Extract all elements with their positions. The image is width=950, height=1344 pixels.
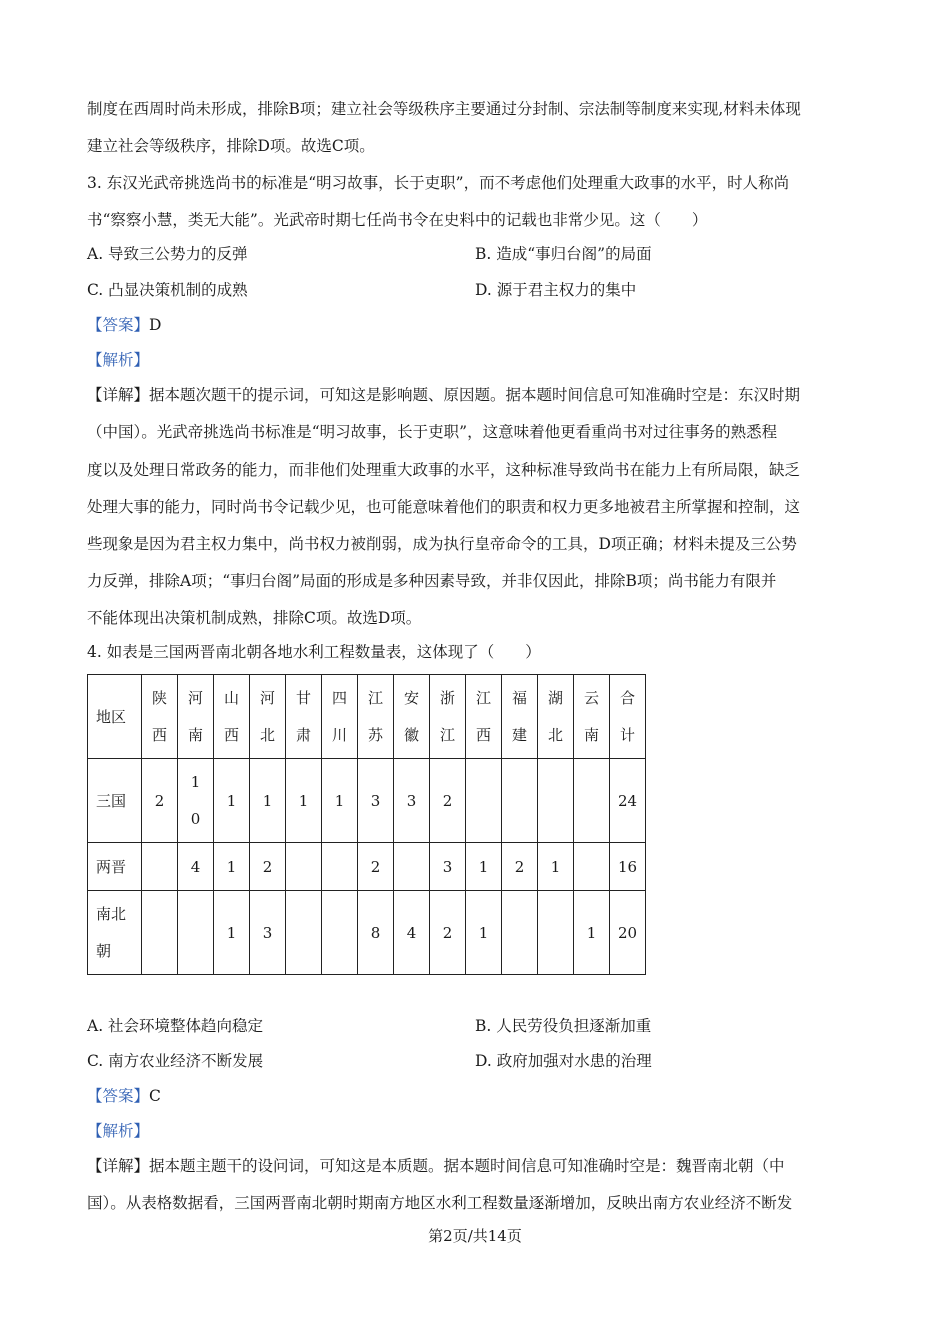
table-cell bbox=[322, 891, 358, 975]
column-header: 河南 bbox=[188, 688, 204, 744]
q3-option-b: B. 造成“事归台阁”的局面 bbox=[475, 245, 652, 263]
q4-detail-line-1: 【详解】据本题主题干的设问词，可知这是本质题。据本题时间信息可知准确时空是：魏晋南北朝（中 bbox=[87, 1157, 785, 1175]
table-cell bbox=[538, 891, 574, 975]
table-cell: 1 bbox=[214, 843, 250, 891]
table-cell: 8 bbox=[358, 891, 394, 975]
q4-detail-line-2: 国）。从表格数据看，三国两晋南北朝时期南方地区水利工程数量逐渐增加，反映出南方农业经济不断发 bbox=[87, 1194, 793, 1212]
table-cell: 24 bbox=[610, 759, 646, 843]
q4-option-d: D. 政府加强对水患的治理 bbox=[475, 1052, 652, 1070]
column-header: 河北 bbox=[260, 688, 276, 744]
table-row bbox=[88, 891, 646, 975]
table-cell bbox=[538, 759, 574, 843]
table-cell: 20 bbox=[610, 891, 646, 975]
table-cell bbox=[178, 891, 214, 975]
table-row bbox=[88, 843, 646, 891]
table-cell: 3 bbox=[394, 759, 430, 843]
q4-answer bbox=[87, 1085, 161, 1107]
table-cell: 2 bbox=[358, 843, 394, 891]
answer-value: C bbox=[149, 1087, 161, 1105]
water-projects-table bbox=[87, 674, 646, 975]
table-cell: 1 bbox=[538, 843, 574, 891]
column-header: 福建 bbox=[512, 688, 528, 744]
table-cell: 1 bbox=[466, 843, 502, 891]
q4-option-a: A. 社会环境整体趋向稳定 bbox=[87, 1017, 264, 1035]
detail-label: 【详解】 bbox=[87, 386, 150, 404]
prev-para-line-1: 制度在西周时尚未形成，排除B项；建立社会等级秩序主要通过分封制、宗法制等制度来实现,材料未体现 bbox=[87, 100, 801, 118]
table-cell bbox=[286, 891, 322, 975]
table-cell: 2 bbox=[250, 843, 286, 891]
row-label: 两晋 bbox=[88, 843, 142, 891]
column-header: 山西 bbox=[224, 688, 240, 744]
q3-answer bbox=[87, 314, 161, 336]
table-cell: 2 bbox=[430, 759, 466, 843]
page-footer: 第2页/共14页 bbox=[428, 1227, 522, 1245]
table-cell: 1 bbox=[214, 891, 250, 975]
table-row bbox=[88, 759, 646, 843]
column-header: 浙江 bbox=[440, 688, 456, 744]
table-cell: 16 bbox=[610, 843, 646, 891]
table-cell bbox=[142, 843, 178, 891]
table-cell: 2 bbox=[142, 759, 178, 843]
q3-detail-line-6: 力反弹，排除A项；“事归台阁”局面的形成是多种因素导致，并非仅因此，排除B项；尚书能力有限并 bbox=[87, 572, 777, 590]
q3-stem-line-1: 3. 东汉光武帝挑选尚书的标准是“明习故事，长于吏职”，而不考虑他们处理重大政事的水平，时人称尚 bbox=[87, 174, 790, 192]
q3-detail-line-1: 【详解】据本题次题干的提示词，可知这是影响题、原因题。据本题时间信息可知准确时空是：东汉时期 bbox=[87, 386, 801, 404]
table-cell bbox=[142, 891, 178, 975]
column-header: 云南 bbox=[584, 688, 600, 744]
table-cell: 1 bbox=[214, 759, 250, 843]
q3-option-d: D. 源于君主权力的集中 bbox=[475, 281, 637, 299]
q4-stem: 4. 如表是三国两晋南北朝各地水利工程数量表，这体现了（ ） bbox=[87, 643, 541, 661]
q3-detail-line-3: 度以及处理日常政务的能力，而非他们处理重大政事的水平，这种标准导致尚书在能力上有所局限，缺乏 bbox=[87, 461, 801, 479]
column-header: 江苏 bbox=[368, 688, 384, 744]
table-cell bbox=[574, 843, 610, 891]
row-label: 南北朝 bbox=[96, 904, 127, 960]
q4-analysis-label bbox=[87, 1120, 149, 1142]
table-cell bbox=[394, 843, 430, 891]
table-header-row bbox=[88, 675, 646, 759]
column-header: 合计 bbox=[620, 688, 636, 744]
table-cell: 3 bbox=[430, 843, 466, 891]
detail-label: 【详解】 bbox=[87, 1157, 150, 1175]
table-cell: 3 bbox=[250, 891, 286, 975]
analysis-label: 【解析】 bbox=[87, 1122, 150, 1140]
answer-value: D bbox=[149, 316, 162, 334]
table-cell bbox=[286, 843, 322, 891]
q4-option-b: B. 人民劳役负担逐渐加重 bbox=[475, 1017, 652, 1035]
analysis-label: 【解析】 bbox=[87, 351, 150, 369]
table-cell bbox=[322, 843, 358, 891]
table-cell: 2 bbox=[430, 891, 466, 975]
row-label: 三国 bbox=[88, 759, 142, 843]
table-cell bbox=[466, 759, 502, 843]
column-header: 陕西 bbox=[152, 688, 168, 744]
answer-label: 【答案】 bbox=[87, 1087, 150, 1105]
answer-label: 【答案】 bbox=[87, 316, 150, 334]
column-header: 安徽 bbox=[404, 688, 420, 744]
table-cell: 1 bbox=[286, 759, 322, 843]
table-cell: 4 bbox=[178, 843, 214, 891]
table-cell: 4 bbox=[394, 891, 430, 975]
column-header: 四川 bbox=[332, 688, 348, 744]
q4-option-c: C. 南方农业经济不断发展 bbox=[87, 1052, 264, 1070]
table-cell: 1 bbox=[250, 759, 286, 843]
table-cell: 1 bbox=[574, 891, 610, 975]
q3-analysis-label bbox=[87, 349, 149, 371]
header-label-cell: 地区 bbox=[88, 675, 142, 759]
table-cell bbox=[574, 759, 610, 843]
prev-para-line-2: 建立社会等级秩序，排除D项。故选C项。 bbox=[87, 137, 375, 155]
q3-stem-line-2: 书“察察小慧，类无大能”。光武帝时期七任尚书令在史料中的记载也非常少见。这（ ） bbox=[87, 211, 708, 229]
table-cell bbox=[502, 891, 538, 975]
q3-detail-line-5: 些现象是因为君主权力集中，尚书权力被削弱，成为执行皇帝命令的工具，D项正确；材料未提及三公势 bbox=[87, 535, 797, 553]
table-cell: 1 bbox=[322, 759, 358, 843]
q3-detail-line-7: 不能体现出决策机制成熟，排除C项。故选D项。 bbox=[87, 609, 422, 627]
table-cell: 3 bbox=[358, 759, 394, 843]
q3-option-c: C. 凸显决策机制的成熟 bbox=[87, 281, 248, 299]
table-cell bbox=[502, 759, 538, 843]
column-header: 江西 bbox=[476, 688, 492, 744]
q3-detail-line-4: 处理大事的能力，同时尚书令记载少见，也可能意味着他们的职责和权力更多地被君主所掌握和控制，这 bbox=[87, 498, 801, 516]
column-header: 甘肃 bbox=[296, 688, 312, 744]
table-cell: 10 bbox=[190, 772, 201, 828]
table-cell: 2 bbox=[502, 843, 538, 891]
q3-detail-line-2: （中国）。光武帝挑选尚书标准是“明习故事，长于吏职”，这意味着他更看重尚书对过往事务的熟悉程 bbox=[87, 423, 778, 441]
q3-option-a: A. 导致三公势力的反弹 bbox=[87, 245, 248, 263]
column-header: 湖北 bbox=[548, 688, 564, 744]
table-cell: 1 bbox=[466, 891, 502, 975]
